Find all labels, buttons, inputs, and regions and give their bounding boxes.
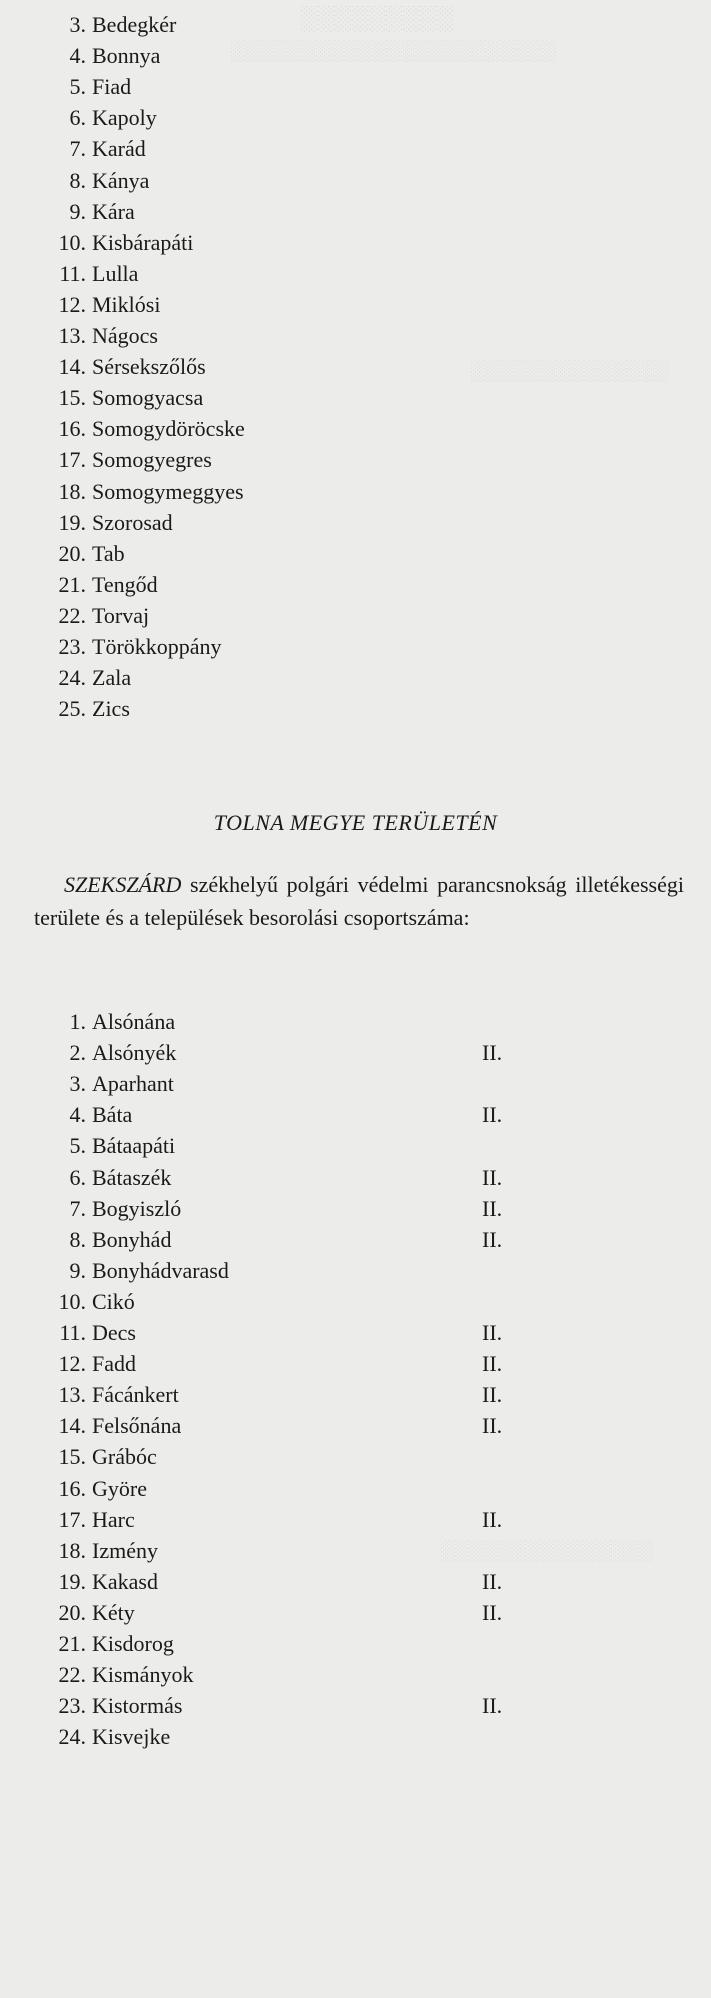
settlement-name: Harc [92,1506,135,1532]
item-number: 20. [58,540,86,566]
settlement-name: Tengőd [92,571,158,597]
item-number: 13. [58,1382,86,1408]
item-number: 3. [69,1071,86,1097]
settlement-name: Somogydöröcske [92,416,245,442]
settlement-name: Felsőnána [92,1413,182,1439]
item-number: 3. [69,12,86,37]
item-number: 12. [58,291,86,317]
settlement-name: Törökkoppány [92,634,222,659]
item-number: 4. [69,1102,86,1128]
item-number: 15. [58,385,86,411]
item-number: 23. [58,1693,86,1719]
item-number: 14. [58,354,86,380]
settlement-name: Zala [92,665,132,691]
settlement-name: Bonyhádvarasd [92,1257,229,1283]
settlement-name: Kisdorog [92,1631,174,1656]
item-number: 22. [58,1662,86,1688]
settlement-name: Kismányok [92,1662,194,1688]
settlement-name: Somogyegres [92,447,212,473]
settlement-name: Alsónyék [92,1040,177,1066]
item-number: 16. [58,1475,86,1501]
section-title: TOLNA MEGYE TERÜLETÉN [213,810,498,835]
item-number: 9. [69,198,86,224]
item-number: 6. [69,1164,86,1190]
settlement-name: Bonnya [92,43,161,69]
item-number: 6. [69,105,86,131]
settlement-name: Fácánkert [92,1382,179,1408]
settlement-name: Karád [92,136,146,162]
item-number: 12. [58,1351,86,1377]
settlement-name: Miklósi [92,291,161,317]
settlement-name: Kapoly [92,105,157,131]
item-number: 14. [58,1413,86,1439]
item-number: 8. [69,167,86,193]
item-number: 7. [69,136,86,162]
settlement-name: Bátaszék [92,1164,172,1190]
group-number: II. [482,1568,503,1594]
group-number: II. [482,1351,503,1377]
item-number: 22. [58,602,86,628]
settlement-name: Fadd [92,1351,136,1377]
item-number: 2. [69,1040,86,1066]
settlement-name: Lulla [92,260,139,286]
item-number: 24. [58,665,86,691]
item-number: 1. [69,1009,86,1034]
settlement-name: Izmény [92,1537,158,1563]
settlement-name: Cikó [92,1288,135,1314]
item-number: 23. [58,634,86,659]
item-number: 18. [58,1537,86,1563]
settlement-name: Györe [92,1475,147,1501]
item-number: 16. [58,416,86,442]
item-number: 11. [59,1320,86,1345]
item-number: 10. [58,229,86,255]
settlement-name: Decs [92,1320,136,1345]
item-number: 20. [58,1599,86,1625]
settlement-name: Fiad [92,74,132,100]
settlement-name: Sérsekszőlős [92,354,206,380]
item-number: 17. [58,447,86,473]
group-number: II. [482,1195,503,1221]
group-number: II. [482,1506,503,1532]
settlement-name: Bedegkér [92,12,177,37]
settlement-name: Tab [92,540,125,566]
group-number: II. [482,1040,503,1066]
settlement-name: Kakasd [92,1568,158,1594]
settlement-name: Grábóc [92,1444,157,1470]
item-number: 15. [58,1444,86,1470]
settlement-name: Kánya [92,167,150,193]
item-number: 11. [59,260,86,286]
item-number: 21. [58,571,86,597]
settlement-name: Torvaj [92,602,150,628]
item-number: 13. [58,323,86,348]
paragraph-text: székhelyű polgári védelmi parancsnokság illetékességi területe és a települések besorolási csoportszáma: [34,872,684,930]
group-number: II. [482,1693,503,1719]
group-number: II. [482,1226,503,1252]
group-number: II. [482,1164,503,1190]
item-number: 7. [69,1195,86,1221]
settlement-name: Bogyiszló [92,1195,182,1221]
settlement-name: Somogyacsa [92,385,204,411]
group-number: II. [482,1382,503,1408]
settlement-name: Bonyhád [92,1226,172,1252]
document-page: ░░░░░░░░░ ░░░░░░░░░░░░░░░░░░░░░░░ ░░░░░░░░░░░░░░ ░░░░░░░░░░░░░░░ 3. Bedegkér 4. Bonnya 5. Fiad 6. Kapoly 7. Karád 8. Kánya 9. Kára 10. Kisbárapáti 11. Lulla 12. Miklósi 13. Nágocs 14. Sérsekszőlős 15. Somogyacsa 16. Somogydöröcske 17. Somogyegres 18. Somogymeggyes 19. Szorosad 20. Tab 21. Tengőd 22. Torvaj 23. Törökkoppány 24. Zala 25. Zics TOLNA MEGYE TERÜLETÉN SZEKSZÁRD székhelyű polgári védelmi parancsnokság illetékességi területe és a települések besorolási csoportszáma: 1. Alsónána 2. Alsónyék II. 3. Aparhant 4. Báta II. 5. Bátaapáti 6. Bátaszék II. 7. Bogyiszló II. 8. Bonyhád II. 9. Bonyhádvarasd 10. Cikó 11. Decs II. 12. Fadd II. 13. Fácánkert II. 14. Felsőnána II. 15. Grábóc 16. Györe 17. Harc II. 18. Izmény 19. Kakasd II. 20. Kéty II. 21. Kisdorog 22. Kismányok 23. Kistormás II. 24. Kisvejke [0,0,711,1998]
settlement-name: Aparhant [92,1071,174,1097]
settlement-name: Bátaapáti [92,1133,176,1159]
item-number: 21. [58,1631,86,1656]
settlement-name: Kéty [92,1599,135,1625]
item-number: 19. [58,1568,86,1594]
item-number: 18. [58,478,86,504]
settlement-name: Alsónána [92,1009,176,1034]
item-number: 9. [69,1257,86,1283]
seat-name: SZEKSZÁRD [64,872,182,897]
settlement-name: Somogymeggyes [92,478,244,504]
item-number: 10. [58,1288,86,1314]
section-paragraph [34,868,684,934]
settlement-name: Kisvejke [92,1724,171,1750]
settlement-name: Nágocs [92,323,158,348]
item-number: 8. [69,1226,86,1252]
settlement-name: Báta [92,1102,133,1128]
settlement-name: Kisbárapáti [92,229,194,255]
item-number: 5. [69,1133,86,1159]
settlement-name: Szorosad [92,509,173,535]
item-number: 24. [58,1724,86,1750]
item-number: 19. [58,509,86,535]
group-number: II. [482,1599,503,1625]
item-number: 4. [69,43,86,69]
settlement-name: Kistormás [92,1693,183,1719]
settlement-name: Zics [92,696,130,722]
settlement-name: Kára [92,198,135,224]
item-number: 17. [58,1506,86,1532]
item-number: 5. [69,74,86,100]
item-number: 25. [58,696,86,722]
group-number: II. [482,1413,503,1439]
group-number: II. [482,1102,503,1128]
group-number: II. [482,1320,503,1345]
